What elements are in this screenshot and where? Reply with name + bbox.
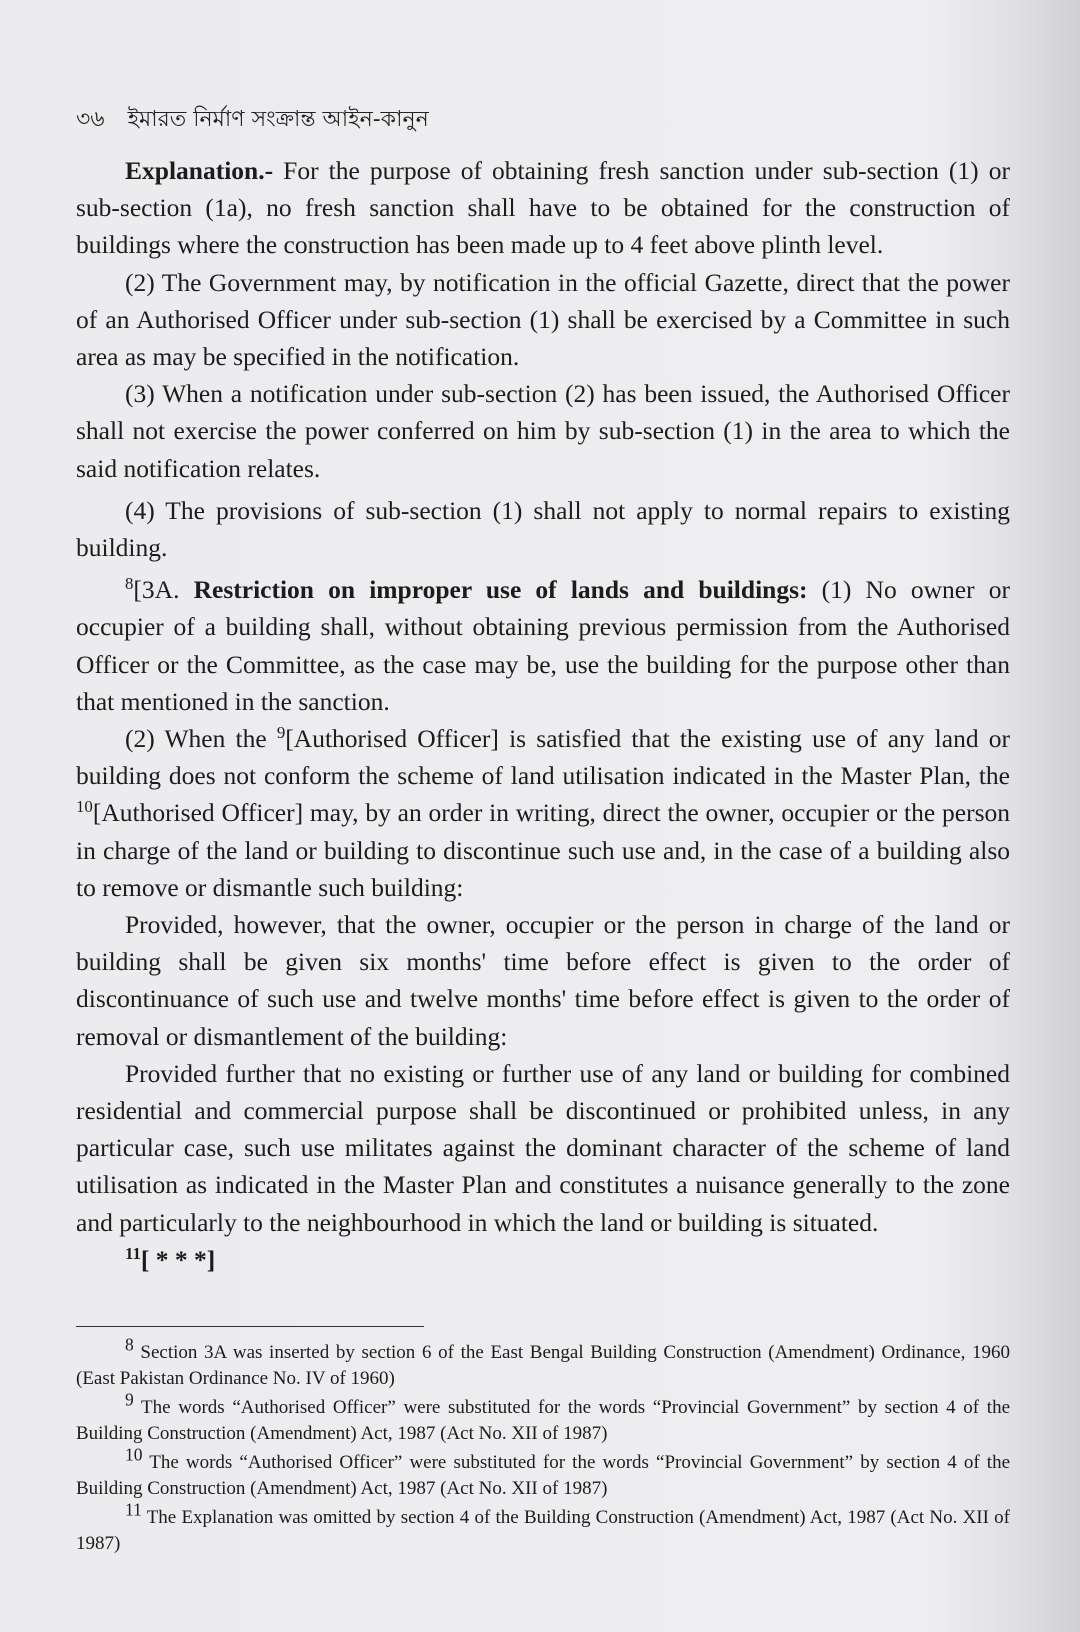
footnote-ref-8: 8 [125,573,134,593]
main-text [76,152,1010,1278]
footnote-9 [76,1389,1010,1447]
s3a2-part3: [Authorised Officer] may, by an order in writing, direct the owner, occupier or the person in charge of the land or building to discontinue such use and, in the case of a building also to remove or dismantle such building: [76,798,1010,902]
footnote-ref-9: 9 [276,722,286,742]
page-number: ৩৬ [76,107,105,132]
explanation-heading: Explanation.- [125,156,274,185]
footnote-11 [76,1499,1010,1557]
first-proviso-paragraph: Provided, however, that the owner, occupier or the person in charge of the land or building shall be given six months' time before effect is given to the order of discontinuance of such use and twelve months' time before effect is given to the order of removal or dismantlement of the building: [76,910,1010,1051]
section-3a-prefix: [3A. [133,575,194,605]
book-title: ইমারত নির্মাণ সংক্রান্ত আইন-কানুন [127,107,429,132]
footnote-10 [76,1444,1010,1502]
running-header [76,102,429,139]
explanation-paragraph [76,152,1010,264]
section-3a-subsection-2-paragraph [76,720,1010,906]
footnote-text: The Explanation was omitted by section 4 of the Building Construction (Amendment) Act, 1987 (Act No. XII of 1987) [76,1507,1010,1554]
section-3a-heading: Restriction on improper use of lands and buildings: [193,575,808,605]
footnote-number: 10 [125,1444,143,1465]
footnote-text: The words “Authorised Officer” were substituted for the words “Provincial Government” by section 4 of the Building Construction (Amendment) Act, 1987 (Act No. XII of 1987) [76,1452,1010,1499]
omitted-marker: [ * * *] [140,1244,216,1274]
subsection-2-paragraph: (2) The Government may, by notification in the official Gazette, direct that the power of an Authorised Officer under sub-section (1) shall be exercised by a Committee in such area as may be specified in the notification. [76,267,1010,372]
explanation-text: For the purpose of obtaining fresh sanction under sub-section (1) or sub-section (1a), no fresh sanction shall have to be obtained for the construction of buildings where the construction has been made up to 4 feet above plinth level. [76,156,1010,260]
footnote-number: 11 [125,1499,142,1520]
footnote-number: 9 [125,1389,134,1410]
s3a2-part1: (2) When the [125,724,277,754]
omitted-explanation [76,1241,1010,1278]
footnotes [76,1334,1010,1560]
footnote-text: Section 3A was inserted by section 6 of the East Bengal Building Construction (Amendment) Ordinance, 1960 (East Pakistan Ordinance No. IV of 1960) [76,1342,1010,1389]
section-3a-text: (1) No owner or occupier of a building shall, without obtaining previous permission from the Authorised Officer or the Committee, as the case may be, use the building for the purpose other than that mentioned in the sanction. [76,575,1010,716]
subsection-3-paragraph: (3) When a notification under sub-section (2) has been issued, the Authorised Officer shall not exercise the power conferred on him by sub-section (1) in the area to which the said notification relates. [76,379,1010,483]
footnote-number: 8 [125,1334,134,1355]
second-proviso-paragraph: Provided further that no existing or further use of any land or building for combined residential and commercial purpose shall be discontinued or prohibited unless, in any particular case, such use militates against the dominant character of the scheme of land utilisation as indicated in the Master Plan and constitutes a nuisance generally to the zone and particularly to the neighbourhood in which the land or building is situated. [76,1058,1010,1237]
footnote-ref-11: 11 [125,1243,141,1263]
footnote-text: The words “Authorised Officer” were substituted for the words “Provincial Government” by section 4 of the Building Construction (Amendment) Act, 1987 (Act No. XII of 1987) [76,1397,1010,1444]
s3a2-part2: [Authorised Officer] is satisfied that the existing use of any land or building does not conform the scheme of land utilisation indicated in the Master Plan, the [76,724,1011,791]
footnote-divider [76,1326,424,1327]
footnote-8 [76,1334,1010,1392]
footnote-ref-10: 10 [76,797,93,817]
subsection-4-paragraph: (4) The provisions of sub-section (1) shall not apply to normal repairs to existing building. [76,495,1010,563]
section-3a-paragraph [76,571,1010,720]
